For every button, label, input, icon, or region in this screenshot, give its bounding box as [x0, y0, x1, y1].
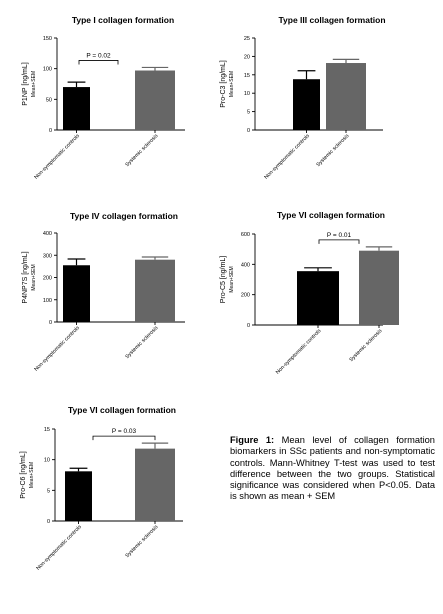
- y-axis-sublabel: Mean+SEM: [31, 264, 37, 291]
- y-tick-label: 400: [240, 262, 250, 269]
- significance-bracket: [79, 60, 118, 64]
- y-axis-label: P1NP [ng/mL]: [22, 62, 29, 106]
- significance-bracket: [93, 436, 155, 440]
- caption-label: Figure 1:: [230, 435, 275, 445]
- y-axis-sublabel: Mean+SEM: [29, 461, 35, 489]
- y-tick-label: 200: [42, 275, 52, 282]
- x-tick-label: Non-symptomatic controls: [263, 133, 311, 181]
- y-axis-sublabel: Mean+SEM: [31, 70, 37, 98]
- x-tick-label: Non-symptomatic controls: [33, 133, 81, 181]
- y-tick-label: 0: [48, 128, 52, 134]
- y-tick-label: 0: [246, 323, 250, 329]
- y-axis-sublabel: Mean+SEM: [229, 266, 235, 293]
- bar: [359, 251, 399, 325]
- chart-panel-1: [22, 15, 185, 181]
- x-tick-label: Non-symptomatic controls: [274, 328, 323, 376]
- y-tick-label: 15: [43, 427, 50, 433]
- bar: [297, 271, 339, 325]
- y-tick-label: 5: [46, 488, 50, 495]
- caption-text: Mean level of collagen formation biomarkers in SSc patients and non-symptomatic controls. Mann-Whitney T-test was used to test difference between the two groups. Statistical significance was considered when P<0.05. Data is shown as mean + SEM: [230, 435, 435, 502]
- chart-panel-3: [22, 211, 185, 373]
- significance-label: P = 0.01: [326, 231, 352, 239]
- figure-caption: [230, 435, 435, 503]
- y-tick-label: 400: [42, 231, 52, 237]
- bar: [63, 265, 90, 322]
- x-tick-label: Systemic sclerosis: [124, 524, 160, 560]
- y-axis-sublabel: Mean+SEM: [229, 70, 235, 98]
- y-tick-label: 200: [240, 292, 250, 299]
- significance-bracket: [319, 240, 359, 244]
- y-tick-label: 5: [246, 109, 250, 116]
- y-tick-label: 10: [243, 91, 250, 98]
- y-tick-label: 10: [43, 457, 50, 464]
- bar: [293, 79, 320, 130]
- chart-title: Type VI collagen formation: [68, 405, 176, 415]
- y-tick-label: 0: [46, 519, 50, 525]
- x-tick-label: Non-symptomatic controls: [33, 325, 81, 373]
- y-tick-label: 0: [48, 320, 52, 326]
- chart-panel-4: [220, 210, 399, 376]
- bar: [135, 71, 175, 130]
- y-axis-label: Pro-C3 [ng/mL]: [220, 60, 227, 108]
- y-tick-label: 50: [45, 97, 52, 104]
- bar: [135, 260, 175, 322]
- y-tick-label: 20: [243, 54, 250, 61]
- bar: [135, 449, 175, 521]
- x-tick-label: Systemic sclerosis: [348, 328, 384, 364]
- chart-title: Type III collagen formation: [278, 15, 386, 25]
- significance-label: P = 0.03: [111, 428, 137, 436]
- chart-title: Type IV collagen formation: [70, 211, 178, 221]
- y-tick-label: 600: [240, 232, 250, 238]
- y-tick-label: 0: [246, 128, 250, 134]
- significance-label: P = 0.02: [86, 52, 111, 60]
- bar: [326, 63, 366, 130]
- bar: [65, 471, 92, 521]
- y-tick-label: 100: [42, 66, 52, 73]
- chart-panel-2: [220, 15, 386, 181]
- x-tick-label: Systemic sclerosis: [124, 133, 160, 169]
- y-tick-label: 25: [243, 36, 250, 42]
- x-tick-label: Systemic sclerosis: [124, 325, 160, 361]
- y-tick-label: 150: [42, 36, 52, 42]
- x-tick-label: Systemic sclerosis: [315, 133, 351, 169]
- chart-title: Type I collagen formation: [71, 15, 175, 25]
- y-tick-label: 300: [42, 253, 52, 260]
- chart-title: Type VI collagen formation: [277, 210, 385, 220]
- y-axis-label: Pro-C5 [ng/mL]: [220, 255, 227, 304]
- y-axis-label: Pro-C6 [ng/mL]: [20, 451, 27, 499]
- bar: [63, 87, 90, 130]
- x-tick-label: Non-symptomatic controls: [35, 524, 83, 572]
- y-axis-label: P4NP7S [ng/mL]: [22, 251, 29, 304]
- y-tick-label: 15: [243, 72, 250, 79]
- chart-panel-5: [20, 405, 183, 572]
- y-tick-label: 100: [42, 297, 52, 304]
